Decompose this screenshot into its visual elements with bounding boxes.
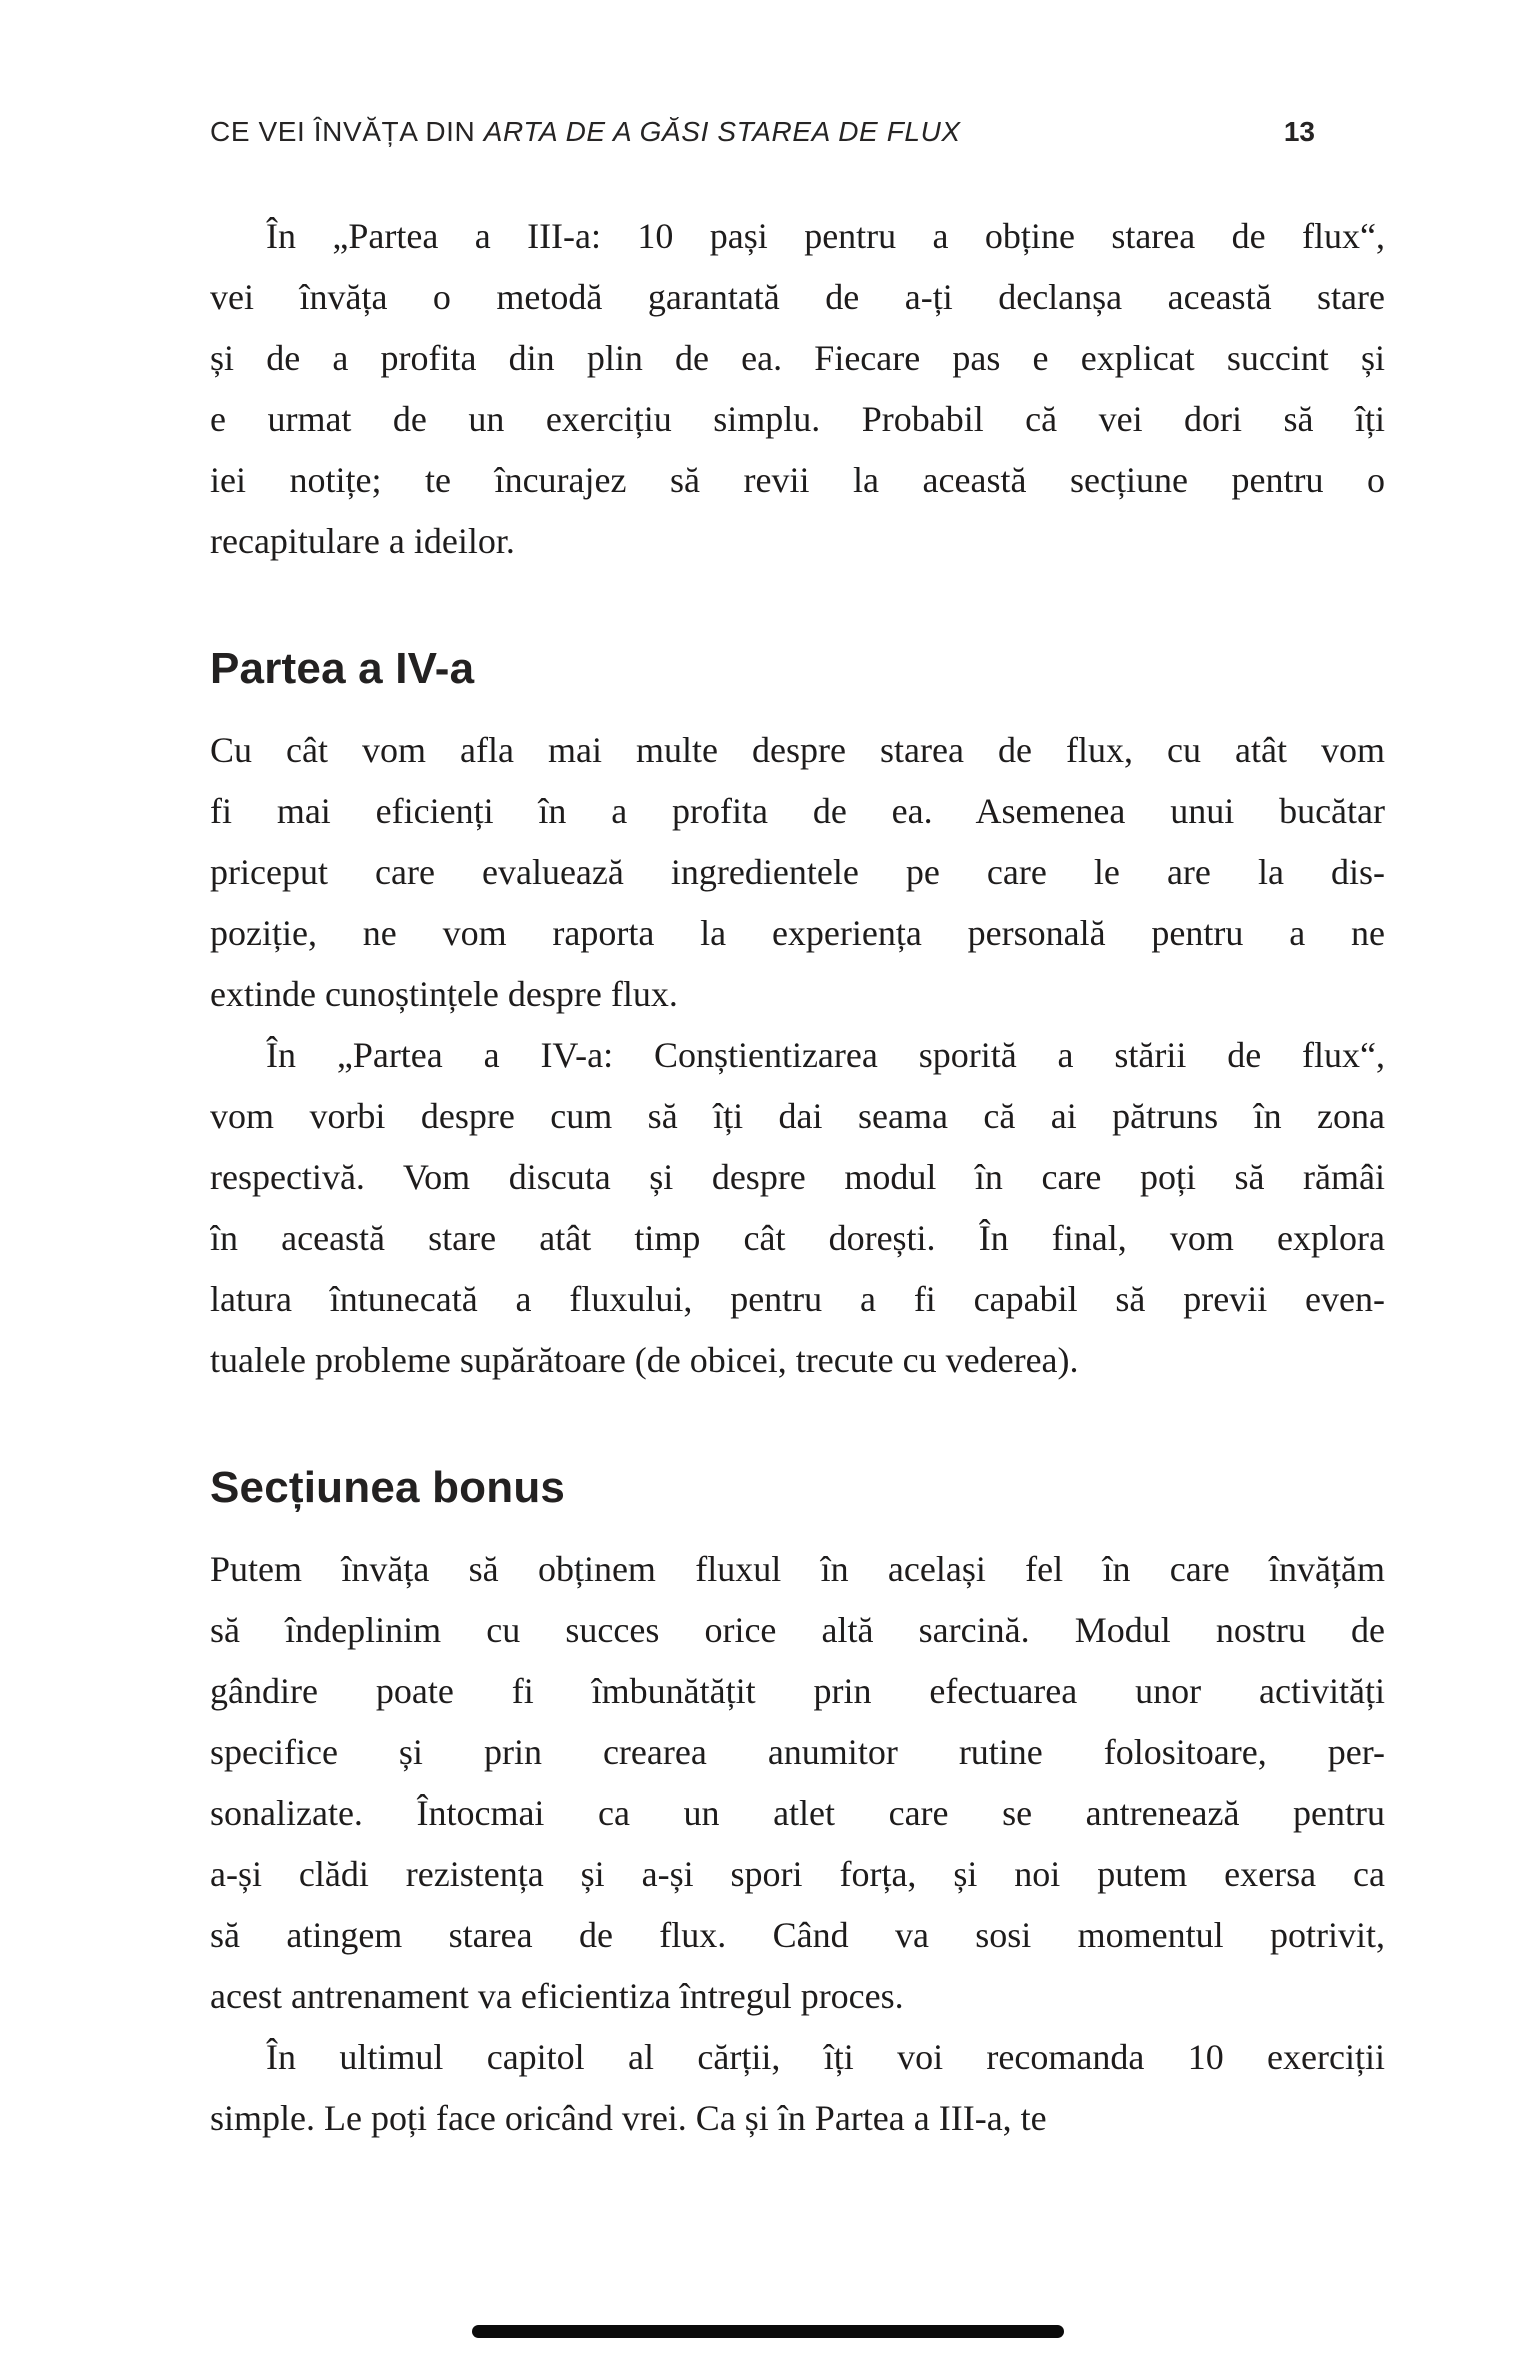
text-line: În ultimul capitol al cărții, îți voi recomanda 10 exerciții <box>266 2037 1385 2077</box>
text-line: fi mai eficienți în a profita de ea. Asemenea unui bucătar <box>210 791 1385 831</box>
text-line: Putem învăța să obținem fluxul în același fel în care învățăm <box>210 1549 1385 1589</box>
text-line: în această stare atât timp cât dorești. În final, vom explora <box>210 1218 1385 1258</box>
text-line: e urmat de un exercițiu simplu. Probabil că vei dori să îți <box>210 399 1385 439</box>
text-line: acest antrenament va eficientiza întregul proces. <box>210 1976 904 2016</box>
running-head-prefix: CE VEI ÎNVĂȚA DIN <box>210 116 484 147</box>
text-line: extinde cunoștințele despre flux. <box>210 974 678 1014</box>
paragraph <box>210 1025 1385 1391</box>
text-line: recapitulare a ideilor. <box>210 521 515 561</box>
text-line: poziție, ne vom raporta la experiența personală pentru a ne <box>210 913 1385 953</box>
text-line: gândire poate fi îmbunătățit prin efectuarea unor activități <box>210 1671 1385 1711</box>
text-line: priceput care evaluează ingredientele pe care le are la dis- <box>210 852 1385 892</box>
text-line: simple. Le poți face oricând vrei. Ca și în Partea a III-a, te <box>210 2098 1047 2138</box>
text-line: să atingem starea de flux. Când va sosi momentul potrivit, <box>210 1915 1385 1955</box>
text-line: a-și clădi rezistența și a-și spori forța, și noi putem exersa ca <box>210 1854 1385 1894</box>
text-line: respectivă. Vom discuta și despre modul în care poți să rămâi <box>210 1157 1385 1197</box>
text-line: vom vorbi despre cum să îți dai seama că ai pătruns în zona <box>210 1096 1385 1136</box>
text-line: În „Partea a IV-a: Conștientizarea sporită a stării de flux“, <box>266 1035 1385 1075</box>
text-line: tualele probleme supărătoare (de obicei, trecute cu vederea). <box>210 1340 1079 1380</box>
paragraph <box>210 2027 1385 2149</box>
text-line: să îndeplinim cu succes orice altă sarcină. Modul nostru de <box>210 1610 1385 1650</box>
text-line: și de a profita din plin de ea. Fiecare pas e explicat succint și <box>210 338 1385 378</box>
running-head-title <box>210 116 961 148</box>
section-heading: Secțiunea bonus <box>210 1463 566 1512</box>
paragraph <box>210 720 1385 1025</box>
paragraph <box>210 1539 1385 2027</box>
page-number: 13 <box>1283 116 1315 147</box>
page-body <box>210 206 1385 2149</box>
home-indicator-bar[interactable] <box>472 2325 1064 2338</box>
section-heading: Partea a IV-a <box>210 644 475 693</box>
text-line: sonalizate. Întocmai ca un atlet care se antrenează pentru <box>210 1793 1385 1833</box>
paragraph <box>210 206 1385 572</box>
running-head-book-title: ARTA DE A GĂSI STAREA DE FLUX <box>483 116 961 147</box>
text-line: În „Partea a III-a: 10 pași pentru a obține starea de flux“, <box>266 216 1385 256</box>
text-line: Cu cât vom afla mai multe despre starea de flux, cu atât vom <box>210 730 1385 770</box>
running-header <box>210 116 1385 148</box>
text-line: specifice și prin crearea anumitor rutine folositoare, per- <box>210 1732 1385 1772</box>
text-line: latura întunecată a fluxului, pentru a fi capabil să previi even- <box>210 1279 1385 1319</box>
text-line: vei învăța o metodă garantată de a-ți declanșa această stare <box>210 277 1385 317</box>
text-line: iei notițe; te încurajez să revii la această secțiune pentru o <box>210 460 1385 500</box>
